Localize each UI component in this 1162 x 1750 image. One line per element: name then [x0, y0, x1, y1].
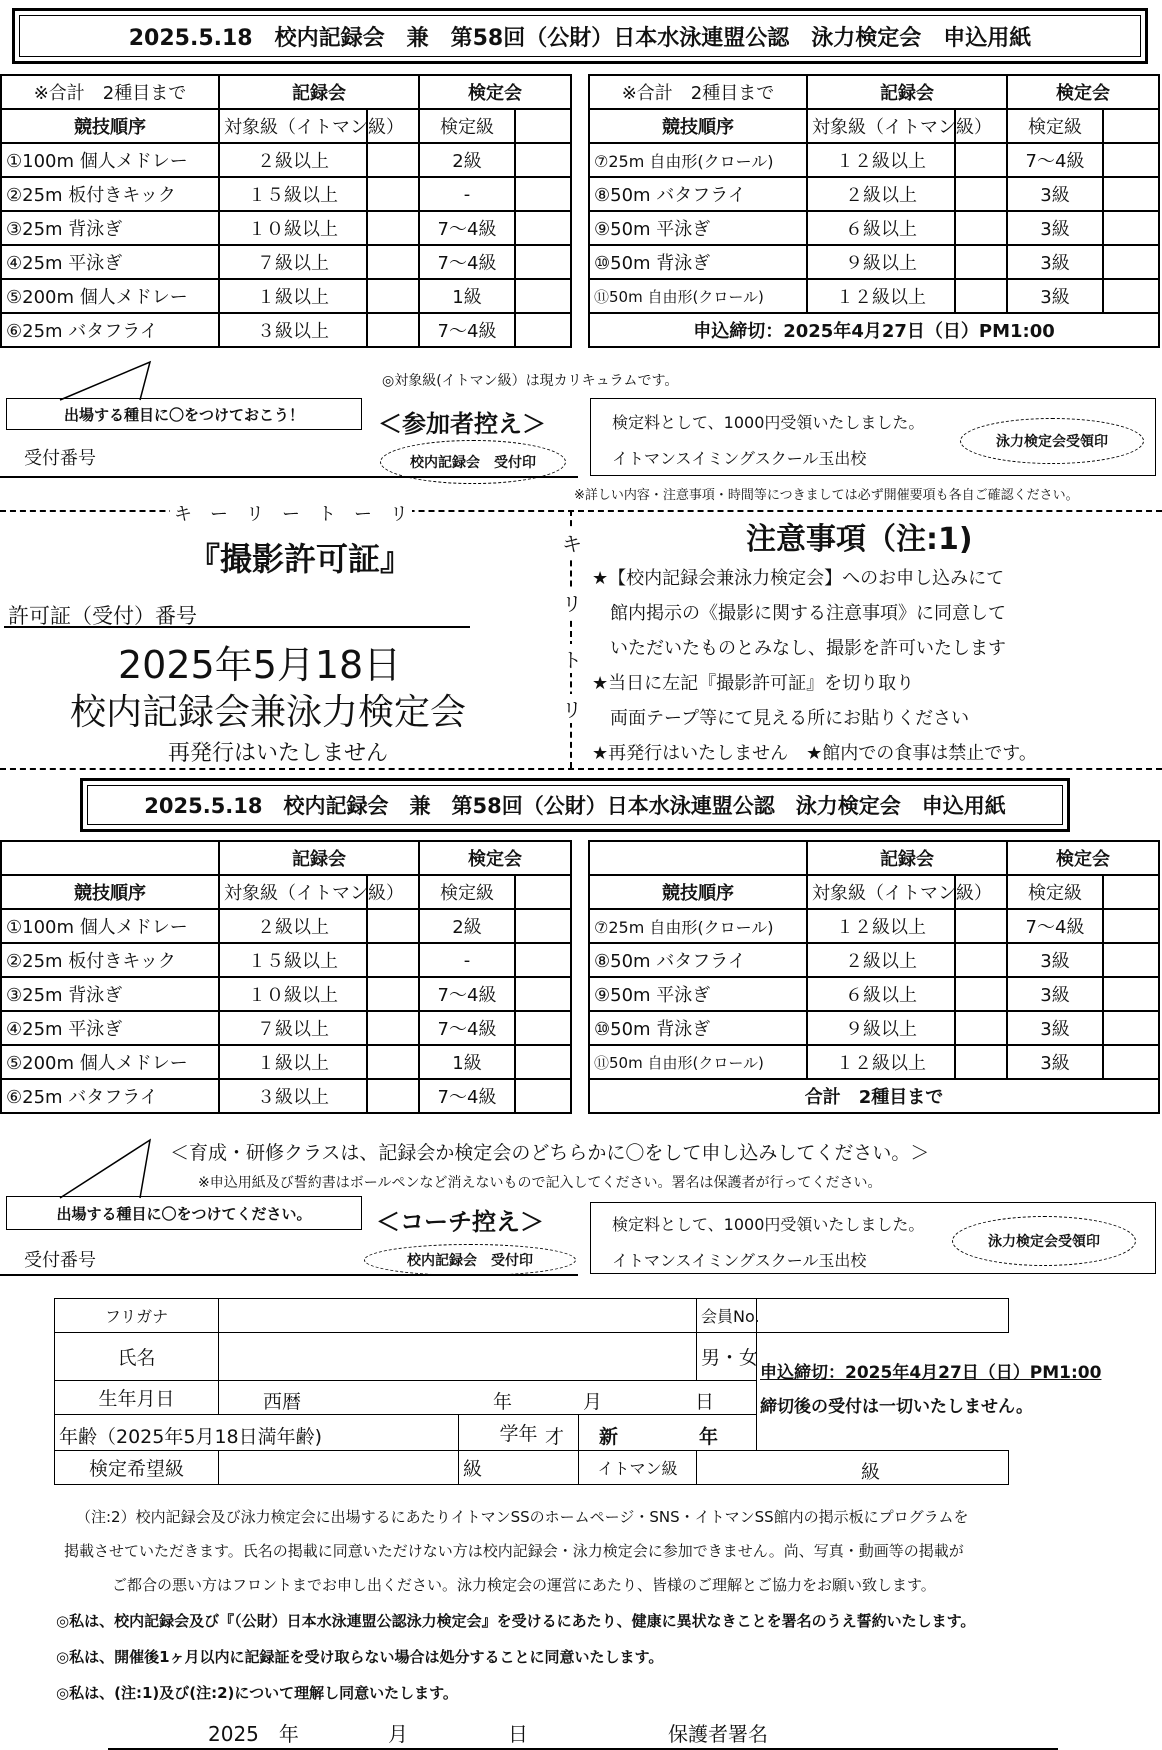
header-kenteikai: 検定会: [1007, 75, 1159, 109]
circle-cell[interactable]: [367, 245, 419, 279]
school-year-input[interactable]: [579, 1415, 757, 1451]
header-kenteikyu: 検定級: [1007, 109, 1103, 143]
events-table-left-1: [0, 74, 572, 348]
form-title: 2025.5.18 校内記録会 兼 第58回（公財）日本水泳連盟公認 泳力検定会 申込用紙: [19, 15, 1141, 57]
school-name: イトマンスイミングスクール玉出校: [612, 449, 867, 468]
table-row: ⑥25m バタフライ ３級以上 7〜4級: [1, 313, 571, 347]
table-row: ⑥25m バタフライ ３級以上 7〜4級: [1, 1079, 571, 1113]
pen-note: ※申込用紙及び誓約書はボールペンなど消えないもので記入してください。署名は保護者が行ってください。: [198, 1175, 882, 1191]
cut-label-vertical-3: ト: [562, 644, 582, 673]
divider: [0, 1274, 578, 1276]
circle-cell[interactable]: [955, 977, 1007, 1011]
callout-pointer: [0, 1138, 160, 1198]
circle-cell[interactable]: [955, 943, 1007, 977]
header-order: 競技順序: [589, 875, 807, 909]
school-stamp: 校内記録会 受付印: [380, 440, 566, 484]
fee-text: 検定料として、1000円受領いたしました。: [612, 413, 925, 432]
table-row: ⑧50m バタフライ ２級以上 3級: [589, 177, 1159, 211]
table-row: ⑩50m 背泳ぎ ９級以上 3級: [589, 245, 1159, 279]
circle-cell[interactable]: [515, 943, 571, 977]
table-row: ⑤200m 個人メドレー １級以上 1級: [1, 279, 571, 313]
form-title-2: 2025.5.18 校内記録会 兼 第58回（公財）日本水泳連盟公認 泳力検定会 申込用紙: [87, 785, 1063, 825]
header-kirokukai: 記録会: [807, 841, 1007, 875]
kentei-kyu-label: 検定希望級: [55, 1451, 219, 1485]
header-target: 対象級（イトマン級）: [219, 875, 367, 909]
circle-cell[interactable]: [515, 177, 571, 211]
no-late-note: 締切後の受付は一切いたしません。: [760, 1397, 1034, 1417]
table-row: ①100m 個人メドレー ２級以上 2級: [1, 143, 571, 177]
table-row: ⑨50m 平泳ぎ ６級以上 3級: [589, 977, 1159, 1011]
table-row: ⑤200m 個人メドレー １級以上 1級: [1, 1045, 571, 1079]
header-kenteikyu: 検定級: [1007, 875, 1103, 909]
cut-label-vertical-2: リ: [562, 588, 582, 617]
sign-year: 2025 年: [208, 1722, 299, 1746]
table-row: ②25m 板付きキック １５級以上 -: [1, 943, 571, 977]
form-title-box-2: [80, 778, 1070, 832]
birthdate-input[interactable]: [219, 1381, 757, 1415]
circle-cell[interactable]: [1103, 1045, 1159, 1079]
member-no-label: 会員No.: [697, 1299, 757, 1333]
pledge-line: ◎私は、開催後1ヶ月以内に記録証を受け取らない場合は処分することに同意いたします。: [56, 1648, 664, 1666]
table-row: ⑦25m 自由形(クロール) １２級以上 7〜4級: [589, 143, 1159, 177]
furigana-label: フリガナ: [55, 1299, 219, 1333]
note-line: 両面テープ等にて見える所にお貼りください: [592, 708, 970, 729]
pledge-line: ◎私は、(注:1)及び(注:2)について理解し同意いたします。: [56, 1684, 458, 1702]
note-line: ★【校内記録会兼泳力検定会】へのお申し込みにて: [592, 568, 1005, 589]
cut-line: [0, 768, 1162, 770]
year-label: 年: [493, 1390, 513, 1413]
note-line: 館内掲示の《撮影に関する注意事項》に同意して: [592, 603, 1006, 624]
circle-cell[interactable]: [515, 1079, 571, 1113]
total-note: 合計 2種目まで: [589, 1079, 1159, 1113]
header-order: 競技順序: [1, 875, 219, 909]
header-kenteikyu: 検定級: [419, 875, 515, 909]
table-row: ③25m 背泳ぎ １０級以上 7〜4級: [1, 977, 571, 1011]
note-line: ★当日に左記『撮影許可証』を切り取り: [592, 673, 915, 694]
permit-number-label: 許可証（受付）番号: [8, 604, 197, 628]
circle-cell[interactable]: [515, 143, 571, 177]
header-kirokukai: 記録会: [219, 75, 419, 109]
events-table-right-2: [588, 840, 1160, 1114]
circle-cell[interactable]: [1103, 1011, 1159, 1045]
circle-cell[interactable]: [1103, 943, 1159, 977]
circle-cell[interactable]: [367, 211, 419, 245]
circle-cell[interactable]: [1103, 279, 1159, 313]
note-line: ★再発行はいたしません ★館内での食事は禁止です。: [592, 743, 1037, 764]
header-order: 競技順序: [589, 109, 807, 143]
fee-stamp: 泳力検定会受領印: [952, 1216, 1136, 1266]
table-row: ⑪50m 自由形(クロール) １２級以上 3級: [589, 279, 1159, 313]
copy-label: ＜参加者控え＞: [378, 410, 546, 438]
permit-event: 校内記録会兼泳力検定会: [70, 692, 467, 733]
header-kenteikai: 検定会: [419, 75, 571, 109]
deadline-2: 申込締切：2025年4月27日（日）PM1:00: [760, 1363, 1102, 1383]
circle-cell[interactable]: [955, 1011, 1007, 1045]
table-row: ⑦25m 自由形(クロール) １２級以上 7〜4級: [589, 909, 1159, 943]
itoman-kyu-input[interactable]: 級: [697, 1451, 1009, 1485]
circle-cell[interactable]: [1103, 245, 1159, 279]
circle-cell[interactable]: [1103, 909, 1159, 943]
deadline: 申込締切：2025年4月27日（日）PM1:00: [589, 313, 1159, 347]
furigana-input[interactable]: [219, 1299, 697, 1333]
circle-cell[interactable]: [1103, 177, 1159, 211]
circle-cell[interactable]: [955, 279, 1007, 313]
details-note: ※詳しい内容・注意事項・時間等につきましては必ず開催要項も各自ご確認ください。: [574, 488, 1079, 503]
circle-cell[interactable]: [367, 177, 419, 211]
circle-cell[interactable]: [955, 211, 1007, 245]
circle-cell[interactable]: [515, 1045, 571, 1079]
circle-cell[interactable]: [515, 279, 571, 313]
events-table-right-1: [588, 74, 1160, 348]
curriculum-note: ◎対象級(イトマン級）は現カリキュラムです。: [382, 373, 679, 389]
circle-cell[interactable]: [515, 313, 571, 347]
cut-label-vertical-1: キ: [562, 528, 582, 557]
permit-date: 2025年5月18日: [118, 643, 402, 687]
table-row: ④25m 平泳ぎ ７級以上 7〜4級: [1, 245, 571, 279]
circle-cell[interactable]: [367, 943, 419, 977]
school-year-label: 学年: [459, 1415, 579, 1451]
circle-cell[interactable]: [367, 1011, 419, 1045]
footer-line: （注:2）校内記録会及び泳力検定会に出場するにあたりイトマンSSのホームページ・SNS・イトマンSS館内の掲示板にプログラムを: [76, 1508, 969, 1526]
total-note: ※合計 2種目まで: [1, 75, 219, 109]
note-line: いただいたものとみなし、撮影を許可いたします: [592, 638, 1006, 659]
copy-label: ＜コーチ控え＞: [376, 1208, 544, 1236]
cut-label: キ ー リ ー ト ー リ: [170, 500, 412, 526]
header-kenteikai: 検定会: [1007, 841, 1159, 875]
guardian-label: 保護者署名: [668, 1722, 768, 1746]
sai-label: 才: [545, 1425, 565, 1448]
notes-title: 注意事項（注:1): [746, 522, 973, 557]
circle-cell[interactable]: [1103, 977, 1159, 1011]
seireki-label: 西暦: [263, 1390, 302, 1413]
name-input[interactable]: [219, 1333, 697, 1381]
member-no-input[interactable]: [757, 1299, 1009, 1333]
circle-cell[interactable]: [955, 1045, 1007, 1079]
header-target: 対象級（イトマン級）: [219, 109, 367, 143]
circle-cell[interactable]: [515, 1011, 571, 1045]
permit-number-line: [4, 626, 470, 628]
signature-field[interactable]: [108, 1712, 1058, 1750]
circle-cell[interactable]: [955, 245, 1007, 279]
table-row: ⑨50m 平泳ぎ ６級以上 3級: [589, 211, 1159, 245]
month-label: 月: [583, 1390, 603, 1413]
circle-cell[interactable]: [515, 245, 571, 279]
table-row: ⑩50m 背泳ぎ ９級以上 3級: [589, 1011, 1159, 1045]
school-name: イトマンスイミングスクール玉出校: [612, 1251, 867, 1270]
birthdate-label: 生年月日: [55, 1381, 219, 1415]
fee-stamp: 泳力検定会受領印: [960, 418, 1144, 464]
header-kirokukai: 記録会: [807, 75, 1007, 109]
circle-cell[interactable]: [1103, 143, 1159, 177]
table-row: ④25m 平泳ぎ ７級以上 7〜4級: [1, 1011, 571, 1045]
permit-no-reissue: 再発行はいたしません: [168, 741, 389, 766]
circle-cell[interactable]: [367, 909, 419, 943]
table-row: ⑧50m バタフライ ２級以上 3級: [589, 943, 1159, 977]
kentei-kyu-input[interactable]: 級: [219, 1451, 459, 1485]
table-row: ⑪50m 自由形(クロール) １２級以上 3級: [589, 1045, 1159, 1079]
header-target: 対象級（イトマン級）: [807, 875, 955, 909]
day-label: 日: [695, 1390, 715, 1413]
footer-line: ご都合の悪い方はフロントまでお申し出ください。泳力検定会の運営にあたり、皆様のご理解とご協力をお願い致します。: [112, 1576, 936, 1594]
name-label: 氏名: [55, 1333, 219, 1381]
header-order: 競技順序: [1, 109, 219, 143]
pledge-line: ◎私は、校内記録会及び『（公財）日本水泳連盟公認泳力検定会』を受けるにあたり、健康に異状なきことを署名のうえ誓約いたします。: [56, 1612, 976, 1630]
header-kenteikai: 検定会: [419, 841, 571, 875]
callout-pointer: [0, 360, 160, 400]
gender-select[interactable]: 男・女: [697, 1333, 757, 1381]
circle-cell[interactable]: [955, 909, 1007, 943]
circle-cell[interactable]: [515, 977, 571, 1011]
table-row: ②25m 板付きキック １５級以上 -: [1, 177, 571, 211]
circle-cell[interactable]: [367, 977, 419, 1011]
receipt-number-label: 受付番号: [24, 1250, 96, 1271]
header-kenteikyu: 検定級: [419, 109, 515, 143]
circle-cell[interactable]: [515, 909, 571, 943]
age-label: 年齢（2025年5月18日満年齢): [59, 1425, 323, 1448]
form-title-box: [12, 8, 1148, 64]
circle-cell[interactable]: [955, 143, 1007, 177]
shin-label: 新: [599, 1425, 619, 1448]
class-note: ＜育成・研修クラスは、記録会か検定会のどちらかに〇をして申し込みしてください。＞: [170, 1142, 930, 1164]
total-note: ※合計 2種目まで: [589, 75, 807, 109]
circle-cell[interactable]: [955, 177, 1007, 211]
callout-box: 出場する種目に〇をつけておこう！: [6, 398, 362, 430]
divider: [0, 476, 578, 478]
callout-box: 出場する種目に〇をつけてください。: [6, 1196, 362, 1230]
school-stamp: 校内記録会 受付印: [364, 1244, 576, 1276]
circle-cell[interactable]: [1103, 211, 1159, 245]
cut-label-vertical-4: リ: [562, 694, 582, 723]
circle-cell[interactable]: [367, 279, 419, 313]
table-row: ③25m 背泳ぎ １０級以上 7〜4級: [1, 211, 571, 245]
circle-cell[interactable]: [367, 1045, 419, 1079]
itoman-kyu-label: イトマン級: [579, 1451, 697, 1485]
table-row: ①100m 個人メドレー ２級以上 2級: [1, 909, 571, 943]
nen-label: 年: [699, 1425, 719, 1448]
circle-cell[interactable]: [515, 211, 571, 245]
events-table-left-2: [0, 840, 572, 1114]
circle-cell[interactable]: [367, 1079, 419, 1113]
header-kirokukai: 記録会: [219, 841, 419, 875]
permit-title: 『撮影許可証』: [188, 540, 413, 578]
footer-line: 掲載させていただきます。氏名の掲載に同意いただけない方は校内記録会・泳力検定会に参加できません。尚、写真・動画等の掲載が: [64, 1542, 964, 1560]
header-target: 対象級（イトマン級）: [807, 109, 955, 143]
fee-text: 検定料として、1000円受領いたしました。: [612, 1215, 925, 1234]
sign-month: 月: [388, 1722, 408, 1746]
circle-cell[interactable]: [367, 143, 419, 177]
sign-day: 日: [508, 1722, 528, 1746]
circle-cell[interactable]: [367, 313, 419, 347]
receipt-number-label: 受付番号: [24, 448, 96, 469]
